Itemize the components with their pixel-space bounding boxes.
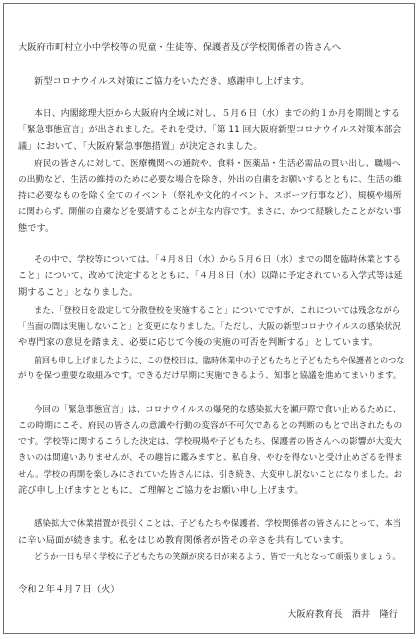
letter-body <box>4 4 414 633</box>
letter-greeting: 新型コロナウイルス対策にご協力をいただき、感謝申し上げます。 <box>34 76 310 87</box>
letter-date: 令和２年４月７日（火） <box>18 584 120 595</box>
paragraph-line: 「当面の間は実施しないこと」と変更になりました。「ただし、大阪の新型コロナウイルスの感染状況 <box>18 321 401 331</box>
paragraph-line: 議」において、「大阪府緊急事態措置」が決定されました。 <box>18 141 263 152</box>
letter-signature: 大阪府教育長 酒井 隆行 <box>287 609 398 620</box>
paragraph-line: 府民の皆さんに対して、医療機関への通院や、食料・医薬品・生活必需品の買い出し、職場へ <box>34 159 401 169</box>
paragraph-line: きいのは間違いありませんが、その趣旨に鑑みますと、私自身、やむを得ないと受け止めざるを得ま <box>18 453 403 463</box>
paragraph-line: 「緊急事態宣言」が出されました。それを受け、「第 11 回大阪府新型コロナウイルス対策本部会 <box>18 125 402 135</box>
paragraph-line: また、「登校日を設定して分散登校を実施すること」についてですが、これについては残念ながら <box>34 305 401 315</box>
paragraph-line: こと」について、改めて決定するとともに、「４月８日（水）以降に予定されている入学式等は延 <box>18 271 403 281</box>
paragraph-line: や専門家の意見を踏まえ、必要に応じて今後の実施の可否を判断する」としています。 <box>18 337 379 348</box>
paragraph-line: に関わらず、開催の自粛などを要請することが主な内容です。まさに、かつて経験したことがない事 <box>18 207 402 217</box>
paragraph-line: 今回の「緊急事態宣言」は、コロナウイルスの爆発的な感染拡大を瀬戸際で食い止めるために、 <box>34 405 402 415</box>
paragraph-line: その中で、学校等については、「４月８日（水）から５月６日（水）までの間を臨時休業とする <box>34 255 402 265</box>
paragraph-line: です。学校等に関するこうした決定は、学校現場や子どもたち、保護者の皆さんへの影響が大変大 <box>18 437 402 447</box>
paragraph-line: どうか一日も早く学校に子どもたちの笑顔が戻る日が来るよう、皆で一丸となって頑張りましょう。 <box>34 551 401 561</box>
paragraph-line: がりを保つ重要な取組みです。できるだけ早期に実施できるよう、知事と協議を進めてまいります。 <box>18 371 402 381</box>
letter-page <box>3 3 415 634</box>
paragraph-line: 態です。 <box>18 223 55 234</box>
paragraph-line: 期すること」となりました。 <box>18 287 139 298</box>
paragraph-line: せん。学校の再開を楽しみにされていた皆さんには、引き続き、大変申し訳ないことになりました。お <box>18 469 403 479</box>
paragraph-line: 感染拡大で休業措置が長引くことは、子どもたちや保護者、学校関係者の皆さんにとって、本当 <box>34 519 402 529</box>
paragraph-line: 持に必要なものを除く全てのイベント（祭礼や文化的イベント、スポーツ行事など）、規模や場所 <box>18 191 402 201</box>
paragraph-line: 前回も申し上げましたように、この登校日は、臨時休業中の子どもたちと子どもたちや保護者とのつな <box>34 356 404 365</box>
paragraph-line: の出勤など、生活の維持のために必要な場合を除き、外出の自粛をお願いするとともに、生活の維 <box>18 175 403 185</box>
paragraph-line: 詫び申し上げますとともに、ご理解とご協力をお願い申し上げます。 <box>18 485 304 496</box>
paragraph-line: に辛い局面が続きます。私をはじめ教育関係者が皆その辛さを共有しています。 <box>18 535 350 546</box>
paragraph-line: この時期にこそ、府民の皆さんの意識や行動の変容が不可欠であるとの判断のもとで出されたもの <box>18 421 403 431</box>
paragraph-line: 本日、内閣総理大臣から大阪府内全域に対し、５月６日（水）までの約１か月を期間とする <box>34 109 400 119</box>
letter-addressee: 大阪府市町村立小中学校等の児童・生徒等、保護者及び学校関係者の皆さんへ <box>18 42 342 53</box>
